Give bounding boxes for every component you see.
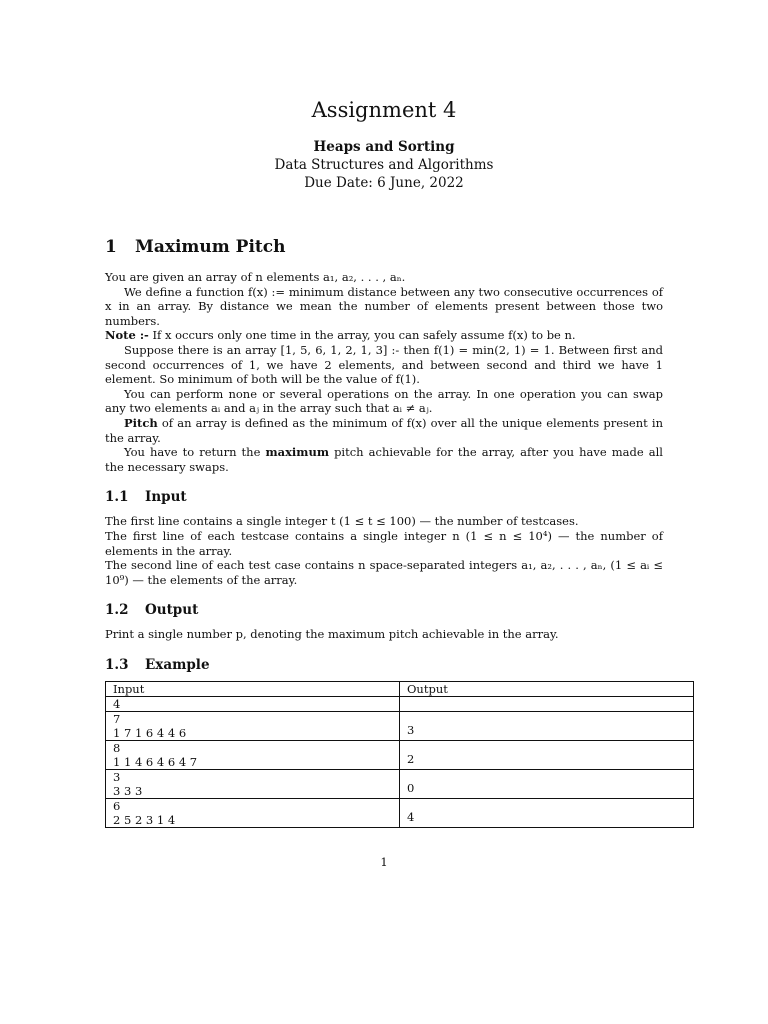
table-row	[106, 799, 694, 828]
table-cell-input	[106, 712, 400, 741]
example-table	[105, 681, 694, 828]
table-row	[106, 697, 694, 712]
subsection-number: 1.2	[105, 602, 129, 619]
subsection-title: Example	[145, 656, 210, 673]
pitch-label: Pitch	[124, 415, 158, 430]
table-header-input: Input	[106, 682, 400, 697]
document-subtitle: Heaps and Sorting	[313, 139, 455, 155]
table-row	[106, 770, 694, 799]
main-content	[105, 236, 663, 682]
definition-paragraph: We define a function f(x) := minimum distance between any two consecutive occurrences of x in an array. By distance we mean the number of elements present between those two numbers.	[105, 284, 663, 328]
course-name: Data Structures and Algorithms	[274, 157, 494, 173]
task-paragraph	[105, 445, 663, 474]
task-text-after: pitch achievable for the array, after you have made all the necessary swaps.	[105, 445, 663, 474]
subsection-title: Output	[145, 602, 199, 619]
note-paragraph	[105, 328, 663, 343]
table-row	[106, 712, 694, 741]
intro-paragraph: You are given an array of n elements a₁, a₂, . . . , aₙ.	[105, 270, 406, 284]
section-heading-maximum-pitch	[105, 236, 663, 258]
note-text: If x occurs only one time in the array, you can safely assume f(x) to be n.	[148, 328, 576, 343]
table-cell-output: 2	[400, 741, 694, 770]
section-heading-output	[105, 601, 663, 619]
test-size: 3	[113, 770, 121, 784]
document-title: Assignment 4	[311, 98, 457, 122]
subsection-number: 1.3	[105, 656, 129, 673]
test-size: 8	[113, 741, 121, 755]
test-array: 2 5 2 3 1 4	[113, 813, 176, 827]
pitch-definition-paragraph	[105, 416, 663, 445]
table-header-row	[106, 682, 694, 697]
table-cell-output	[400, 697, 694, 712]
test-array: 1 7 1 6 4 4 6	[113, 726, 187, 740]
input-line-3: The second line of each test case contains n space-separated integers a₁, a₂, . . . , aₙ, (1 ≤ aᵢ ≤ 10⁹) — the elements of the array.	[105, 558, 663, 587]
subsection-number: 1.1	[105, 489, 129, 506]
section-heading-input	[105, 488, 663, 506]
test-array: 3 3 3	[113, 784, 143, 798]
input-line-1: The first line contains a single integer t (1 ≤ t ≤ 100) — the number of testcases.	[105, 514, 579, 529]
pitch-text: of an array is defined as the minimum of f(x) over all the unique elements present in the array.	[105, 415, 663, 445]
test-size: 7	[113, 712, 121, 726]
table-cell-input: 4	[106, 697, 400, 712]
subsection-title: Input	[145, 489, 187, 506]
table-cell-input	[106, 770, 400, 799]
example-explanation-paragraph: Suppose there is an array [1, 5, 6, 1, 2, 1, 3] :- then f(1) = min(2, 1) = 1. Between first and second occurrences of 1, we have 2 elements, and between second and third we have 1 element. So minimum of both will be the value of f(1).	[105, 342, 663, 387]
section-number: 1	[105, 237, 117, 257]
table-cell-input	[106, 799, 400, 828]
test-size: 6	[113, 799, 121, 813]
operations-paragraph: You can perform none or several operations on the array. In one operation you can swap any two elements aᵢ and aⱼ in the array such that aᵢ ≠ aⱼ.	[105, 386, 663, 416]
table-cell-output: 3	[400, 712, 694, 741]
table-cell-input	[106, 741, 400, 770]
page-number: 1	[380, 855, 388, 869]
table-cell-output: 4	[400, 799, 694, 828]
note-label: Note :-	[105, 328, 149, 343]
section-heading-example	[105, 656, 663, 674]
table-cell-output: 0	[400, 770, 694, 799]
input-line-2: The first line of each testcase contains a single integer n (1 ≤ n ≤ 10⁴) — the number of elements in the array.	[105, 528, 663, 558]
test-array: 1 1 4 6 4 6 4 7	[113, 755, 198, 769]
task-bold-word: maximum	[265, 445, 329, 460]
task-text-before: You have to return the	[124, 445, 266, 460]
output-text: Print a single number p, denoting the maximum pitch achievable in the array.	[105, 627, 559, 642]
due-date: Due Date: 6 June, 2022	[304, 175, 464, 191]
table-row	[106, 741, 694, 770]
section-title: Maximum Pitch	[135, 237, 286, 257]
title-block	[0, 96, 768, 192]
table-header-output: Output	[400, 682, 694, 697]
